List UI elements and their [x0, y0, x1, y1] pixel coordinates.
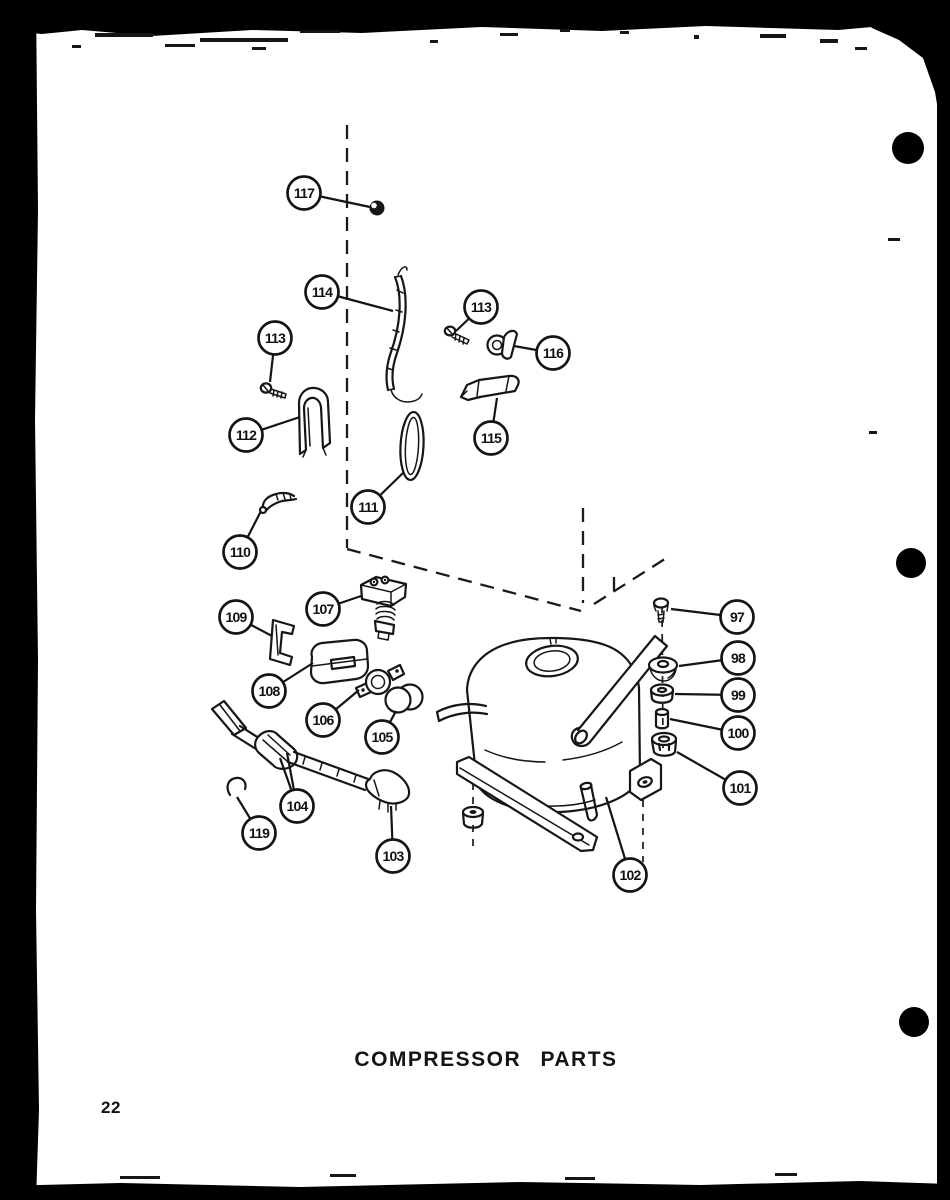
- callout-113: [259, 322, 292, 383]
- callout-110: [224, 511, 262, 569]
- overload-protector-107: [361, 577, 406, 640]
- callout-117: [288, 177, 371, 210]
- callout-98: [679, 642, 755, 675]
- grommet-101: [652, 733, 676, 756]
- callout-number: 113: [470, 299, 492, 315]
- binder-hole: [899, 1007, 929, 1037]
- callout-number: 107: [312, 601, 334, 617]
- callout-number: 116: [542, 345, 564, 361]
- callout-114: [306, 276, 394, 312]
- mounting-screw-97: [654, 599, 668, 623]
- callout-101: [677, 752, 757, 805]
- callout-number: 105: [371, 729, 393, 745]
- capacitor-105: [386, 685, 423, 713]
- diagram-title: COMPRESSOR PARTS: [354, 1048, 618, 1071]
- bracket-109: [270, 620, 294, 665]
- callout-number: 110: [229, 544, 251, 560]
- hook-clip-119: [228, 778, 246, 795]
- callout-113: [456, 291, 498, 332]
- callout-number: 112: [235, 427, 257, 443]
- callout-number: 99: [731, 687, 745, 703]
- callout-number: 98: [731, 650, 745, 666]
- callout-number: 114: [311, 284, 333, 300]
- wire-clip-110: [260, 493, 296, 513]
- callout-number: 97: [730, 609, 744, 625]
- binder-hole: [896, 548, 926, 578]
- heat-shield-114: [387, 267, 422, 402]
- base-grommet: [463, 807, 483, 828]
- loop-strap-111: [399, 411, 426, 480]
- callout-number: 104: [286, 798, 308, 814]
- callout-number: 111: [358, 499, 378, 515]
- callout-105: [366, 711, 399, 754]
- callout-103: [377, 806, 410, 873]
- callout-number: 106: [312, 712, 334, 728]
- binder-hole: [892, 132, 924, 164]
- callout-119: [237, 797, 276, 850]
- callout-number: 101: [729, 780, 751, 796]
- clamp-116: [488, 331, 518, 359]
- callout-99: [675, 679, 755, 712]
- callout-107: [307, 593, 362, 626]
- callout-number: 117: [293, 185, 315, 201]
- callout-115: [475, 398, 508, 455]
- callout-number: 108: [258, 683, 280, 699]
- callout-100: [670, 717, 755, 750]
- callout-97: [671, 601, 754, 634]
- callout-102: [606, 797, 647, 892]
- callout-number: 115: [480, 430, 502, 446]
- callout-number: 100: [727, 725, 749, 741]
- callout-108: [253, 663, 314, 708]
- relay-cover-108: [311, 640, 368, 683]
- scan-noise: [72, 29, 900, 1180]
- callout-number: 109: [225, 609, 247, 625]
- callout-number: 113: [264, 330, 286, 346]
- callout-106: [307, 690, 360, 737]
- callout-116: [514, 337, 570, 370]
- screw-113-lower: [261, 383, 286, 398]
- callout-number: 119: [248, 825, 270, 841]
- callout-112: [230, 417, 301, 452]
- callout-111: [352, 473, 404, 524]
- page-number: 22: [101, 1098, 121, 1117]
- grommet-99: [651, 685, 673, 703]
- grommet-117: [370, 201, 385, 216]
- callout-number: 102: [619, 867, 641, 883]
- callout-number: 103: [382, 848, 404, 864]
- callout-109: [220, 601, 273, 637]
- terminal-cover-112: [299, 388, 330, 457]
- drier-115: [461, 376, 519, 400]
